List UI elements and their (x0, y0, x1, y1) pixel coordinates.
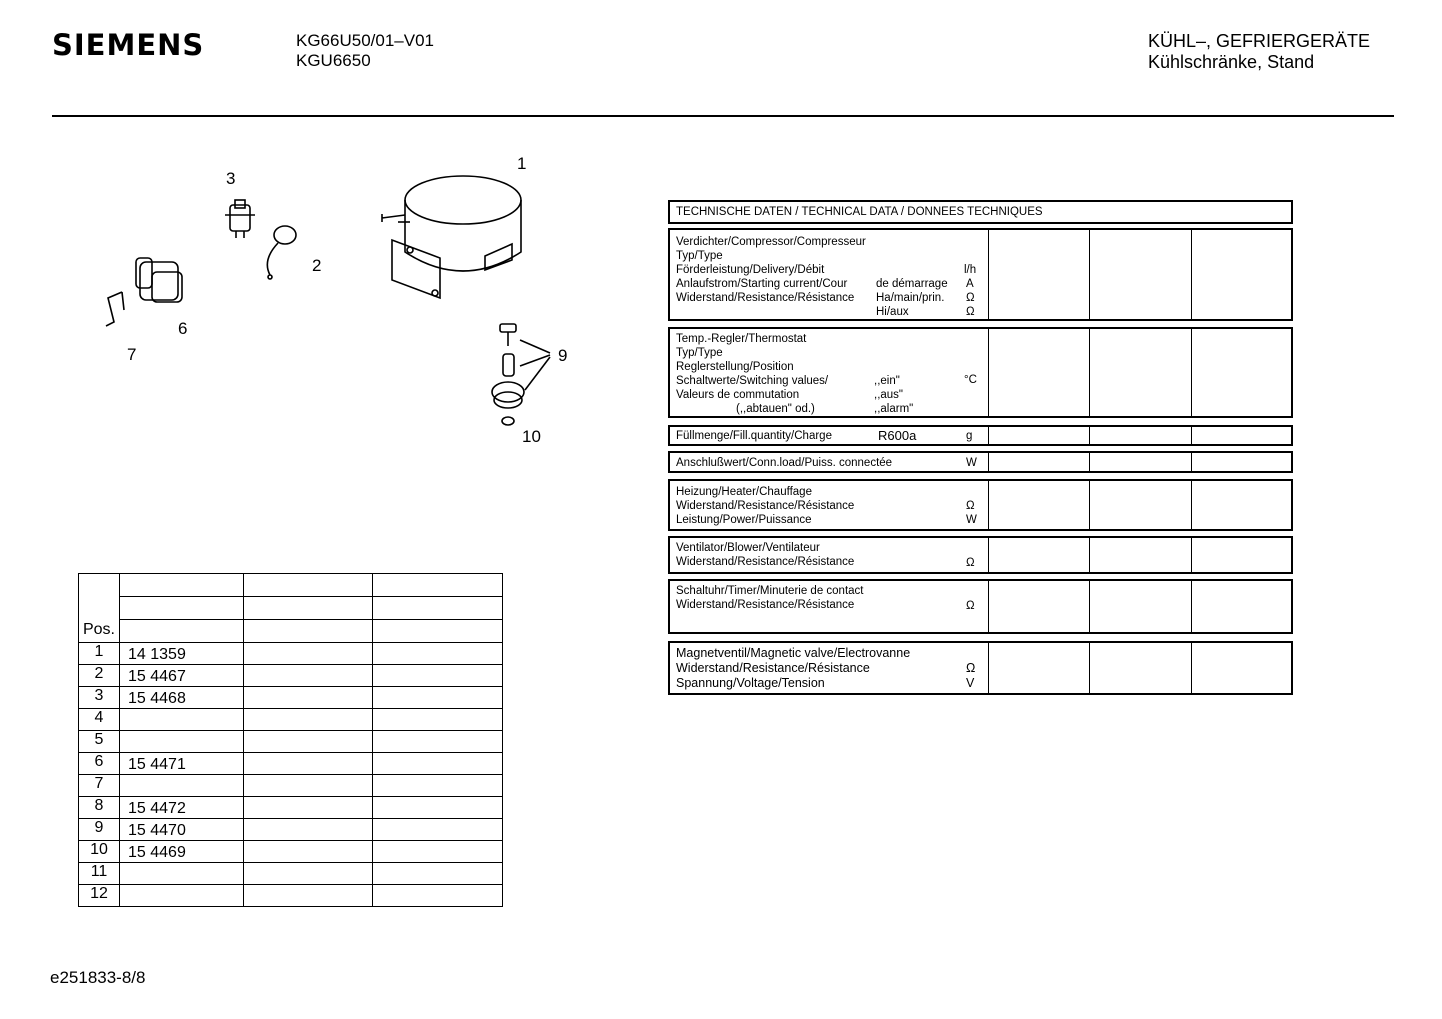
table-row: 10 15 4469 (79, 841, 503, 863)
callout-9: 9 (558, 346, 568, 365)
table-row: 6 15 4471 (79, 753, 503, 775)
table-row: 1 14 1359 (79, 643, 503, 665)
callout-2: 2 (312, 256, 322, 275)
part-number: 14 1359 (120, 643, 244, 665)
table-row: 4 (79, 709, 503, 731)
part-number (120, 863, 244, 885)
part-number (120, 731, 244, 753)
part-number: 15 4467 (120, 665, 244, 687)
callout-3: 3 (226, 169, 236, 188)
parts-diagram (80, 140, 600, 460)
parts-table (78, 573, 503, 907)
callout-7: 7 (127, 345, 137, 364)
sensor-drawing (267, 226, 296, 279)
thermostat-section: Temp.-Regler/Thermostat Typ/Type Reglerstellung/Position Schaltwerte/Switching values/ Valeurs de commutation (,,abtauen" od.) ,,ein" ,,aus" ,,alarm" °C (668, 327, 1293, 418)
callout-10: 10 (522, 427, 541, 446)
part-number: 15 4471 (120, 753, 244, 775)
compressor-heading: Verdichter/Compressor/Compresseur (676, 236, 866, 248)
blower-section: Ventilator/Blower/Ventilateur Widerstand/Resistance/Résistance Ω (668, 536, 1293, 574)
header-divider (52, 115, 1394, 117)
table-row: 3 15 4468 (79, 687, 503, 709)
part-number (120, 885, 244, 907)
table-row: 11 (79, 863, 503, 885)
table-row: 2 15 4467 (79, 665, 503, 687)
part-number: 15 4468 (120, 687, 244, 709)
model-code: KG66U50/01–V01 (296, 31, 434, 50)
model-info (296, 31, 434, 71)
thermostat-drawing (225, 200, 255, 238)
table-row: 7 (79, 775, 503, 797)
model-name: KGU6650 (296, 51, 371, 70)
fill-section: Füllmenge/Fill.quantity/Charge R600a g (668, 425, 1293, 446)
tech-title-box (668, 200, 1293, 224)
mounting-kit-drawing (492, 324, 550, 425)
part-number: 15 4472 (120, 797, 244, 819)
heater-section: Heizung/Heater/Chauffage Widerstand/Resistance/Résistance Ω Leistung/Power/Puissance W (668, 479, 1293, 531)
table-row: 5 (79, 731, 503, 753)
tech-title: TECHNISCHE DATEN / TECHNICAL DATA / DONNEES TECHNIQUES (676, 206, 1043, 218)
clip-drawing (106, 292, 124, 326)
compressor-drawing (382, 176, 521, 298)
thermostat-heading: Temp.-Regler/Thermostat (676, 333, 807, 345)
category-info (1148, 31, 1370, 73)
brand-logo: SIEMENS (52, 28, 205, 62)
category-subtitle: Kühlschränke, Stand (1148, 52, 1315, 72)
part-number: 15 4469 (120, 841, 244, 863)
relay-drawing (136, 258, 182, 302)
callout-1: 1 (517, 154, 527, 173)
compressor-section: Verdichter/Compressor/Compresseur Typ/Type Förderleistung/Delivery/Débit l/h Anlaufstrom/Starting current/Cour de démarrage A Widerstand/Resistance/Résistance Ha/main/prin. Ω Hi/aux Ω (668, 228, 1293, 321)
table-row: 8 15 4472 (79, 797, 503, 819)
category-title: KÜHL–, GEFRIERGERÄTE (1148, 31, 1371, 51)
part-number: 15 4470 (120, 819, 244, 841)
part-number (120, 775, 244, 797)
document-id: e251833-8/8 (50, 968, 146, 987)
part-number (120, 709, 244, 731)
refrigerant-value: R600a (878, 428, 917, 443)
conn-load-section: Anschlußwert/Conn.load/Puiss. connectée W (668, 451, 1293, 473)
table-row: 9 15 4470 (79, 819, 503, 841)
pos-header: Pos. (79, 574, 120, 643)
timer-section: Schaltuhr/Timer/Minuterie de contact Widerstand/Resistance/Résistance Ω (668, 579, 1293, 634)
table-row: 12 (79, 885, 503, 907)
callout-6: 6 (178, 319, 188, 338)
valve-section: Magnetventil/Magnetic valve/Electrovanne Widerstand/Resistance/Résistance Ω Spannung/Voltage/Tension V (668, 641, 1293, 695)
